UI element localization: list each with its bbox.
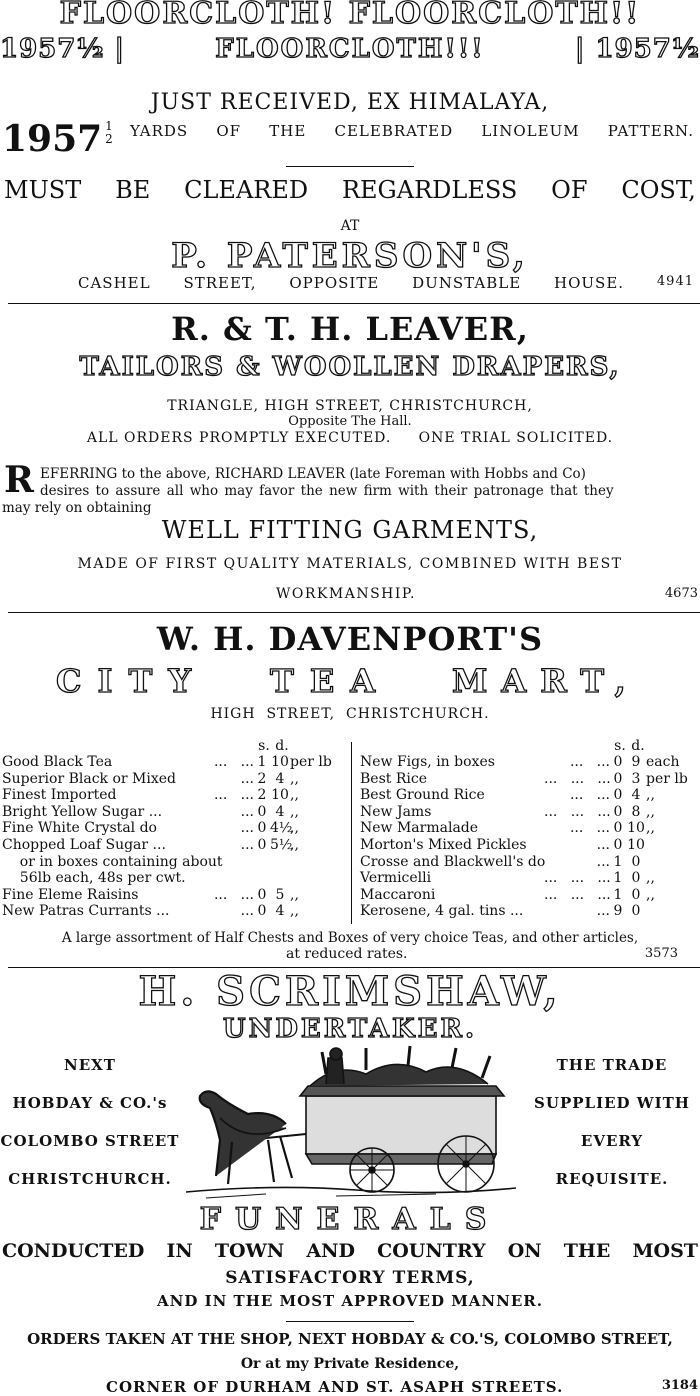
price-dots: ... bbox=[596, 836, 610, 853]
price-shillings: 9 bbox=[613, 903, 623, 920]
divider bbox=[286, 166, 414, 167]
price-list-right bbox=[360, 738, 700, 920]
price-unit: per lb bbox=[646, 770, 688, 787]
price-unit: ,, bbox=[646, 886, 655, 903]
price-row bbox=[360, 870, 700, 887]
body-line: may rely on obtaining bbox=[2, 500, 152, 516]
big-number: 1957 bbox=[2, 118, 103, 160]
price-pence: 4½ bbox=[270, 820, 293, 837]
price-pence: 4 bbox=[631, 787, 641, 804]
price-item: Crosse and Blackwell's do bbox=[360, 853, 546, 870]
leaver-opposite: Opposite The Hall. bbox=[288, 414, 412, 429]
cleared-word: BE bbox=[115, 176, 151, 204]
price-item: New Jams bbox=[360, 803, 432, 820]
price-dots: ... ... bbox=[569, 820, 610, 837]
price-unit: ,, bbox=[290, 787, 299, 804]
conducted-word: CONDUCTED bbox=[2, 1240, 145, 1262]
left-line: NEXT bbox=[64, 1056, 116, 1074]
price-shillings: 2 bbox=[257, 787, 267, 804]
price-item: Kerosene, 4 gal. tins ... bbox=[360, 903, 524, 920]
leaver-address: TRIANGLE, HIGH STREET, CHRISTCHURCH, bbox=[167, 398, 533, 414]
price-dots: ... ... bbox=[569, 754, 610, 770]
garments-heading: WELL FITTING GARMENTS, bbox=[161, 516, 539, 544]
divider bbox=[286, 1321, 414, 1322]
price-shillings: 1 bbox=[613, 853, 623, 870]
price-pence: 0 bbox=[631, 870, 641, 887]
terms-line: SATISFACTORY TERMS, bbox=[225, 1268, 475, 1288]
scrimshaw-left-block bbox=[0, 1056, 180, 1208]
left-line: COLOMBO STREET bbox=[0, 1132, 180, 1150]
price-shillings: 0 bbox=[257, 886, 267, 903]
price-item: Good Black Tea bbox=[2, 754, 113, 770]
trade-word: MART, bbox=[452, 662, 640, 700]
materials-line: MADE OF FIRST QUALITY MATERIALS, COMBINED WITH BEST bbox=[77, 556, 623, 572]
price-item: New Figs, in boxes bbox=[360, 754, 495, 770]
drop-cap: R bbox=[4, 459, 34, 501]
price-row bbox=[360, 837, 700, 854]
orders-line: ORDERS TAKEN AT THE SHOP, NEXT HOBDAY & CO.'S, COLOMBO STREET, bbox=[27, 1330, 673, 1348]
price-shillings bbox=[254, 854, 270, 871]
yards-word: OF bbox=[216, 122, 242, 140]
ad-ref: 3184 bbox=[661, 1378, 698, 1393]
funerals-heading: FUNERALS bbox=[199, 1202, 501, 1237]
price-unit: ,, bbox=[646, 803, 655, 820]
price-pence: 0 bbox=[631, 886, 641, 903]
price-dots: ... ... bbox=[213, 886, 254, 903]
price-unit bbox=[290, 854, 344, 871]
section-rule bbox=[8, 303, 700, 304]
residence-line: Or at my Private Residence, bbox=[240, 1356, 460, 1372]
price-unit: each bbox=[646, 754, 680, 770]
right-line: SUPPLIED WITH bbox=[534, 1094, 690, 1112]
cleared-word: COST, bbox=[621, 176, 696, 204]
price-row bbox=[2, 887, 348, 904]
price-item: Fine Eleme Raisins bbox=[2, 886, 139, 903]
conducted-word: AND bbox=[306, 1240, 355, 1262]
price-pence: 8 bbox=[631, 803, 641, 820]
price-row bbox=[2, 771, 348, 788]
price-pence: 4 bbox=[275, 770, 285, 787]
price-dots: ... bbox=[240, 803, 254, 820]
yards-word: PATTERN. bbox=[607, 122, 694, 140]
price-shillings: 0 bbox=[613, 787, 623, 804]
section-rule bbox=[8, 612, 700, 613]
paterson-name: P. PATERSON'S, bbox=[171, 236, 529, 276]
price-pence bbox=[270, 854, 290, 871]
header-pence: d. bbox=[275, 738, 289, 754]
price-row bbox=[360, 787, 700, 804]
price-unit bbox=[646, 903, 700, 920]
quantity-left: 1957½ | bbox=[0, 34, 125, 64]
corner-text: CORNER OF DURHAM AND ST. ASAPH STREETS. bbox=[106, 1378, 564, 1396]
quantity-right: | 1957½ bbox=[574, 34, 700, 64]
floorcloth-heading: FLOORCLOTH! FLOORCLOTH!! bbox=[59, 0, 641, 31]
price-shillings: 1 bbox=[257, 754, 267, 770]
price-row bbox=[2, 787, 348, 804]
trade-word: TEA bbox=[270, 662, 392, 700]
price-shillings: 0 bbox=[613, 836, 623, 853]
header-shillings: s. bbox=[258, 738, 270, 754]
price-dots: ... ... ... bbox=[544, 803, 611, 820]
left-line: CHRISTCHURCH. bbox=[8, 1170, 172, 1188]
price-shillings: 0 bbox=[613, 754, 623, 770]
price-item: Superior Black or Mixed bbox=[2, 770, 177, 787]
reduced-rates: at reduced rates. bbox=[286, 946, 408, 962]
address-word: CASHEL bbox=[78, 274, 151, 292]
price-dots: ... bbox=[596, 853, 610, 870]
big-fraction: 1 2 bbox=[105, 119, 113, 146]
yards-word: YARDS bbox=[130, 122, 189, 140]
price-header bbox=[360, 738, 700, 754]
price-unit: ,, bbox=[290, 836, 299, 853]
price-pence: 4 bbox=[275, 803, 285, 820]
address-word: OPPOSITE bbox=[289, 274, 380, 292]
conducted-word: TOWN bbox=[214, 1240, 285, 1262]
yards-word: THE bbox=[269, 122, 307, 140]
price-row bbox=[360, 820, 700, 837]
price-shillings: 1 bbox=[613, 886, 623, 903]
yards-word: CELEBRATED bbox=[334, 122, 454, 140]
price-item: Best Ground Rice bbox=[360, 787, 485, 804]
price-row bbox=[2, 903, 348, 920]
price-unit bbox=[646, 837, 700, 854]
conducted-word: MOST bbox=[632, 1240, 698, 1262]
price-unit: ,, bbox=[290, 903, 299, 920]
left-line: HOBDAY & CO.'s bbox=[12, 1094, 168, 1112]
cleared-word: CLEARED bbox=[184, 176, 309, 204]
floorcloth-subheading bbox=[0, 34, 700, 64]
yards-words bbox=[130, 122, 694, 140]
price-shillings: 0 bbox=[257, 803, 267, 820]
price-pence: 5½ bbox=[270, 836, 293, 853]
price-dots: ... ... bbox=[569, 787, 610, 804]
received-line: JUST RECEIVED, EX HIMALAYA, bbox=[150, 90, 550, 115]
price-unit: per lb bbox=[290, 754, 332, 770]
leaver-name: R. & T. H. LEAVER, bbox=[171, 310, 529, 348]
price-unit: ,, bbox=[290, 886, 299, 903]
price-row bbox=[2, 870, 348, 887]
price-unit bbox=[290, 870, 344, 887]
workmanship-text: WORKMANSHIP. bbox=[276, 586, 416, 602]
yards-word: LINOLEUM bbox=[481, 122, 580, 140]
price-dots bbox=[174, 870, 254, 887]
manner-line: AND IN THE MOST APPROVED MANNER. bbox=[157, 1292, 543, 1310]
column-divider bbox=[351, 742, 352, 924]
price-pence: 5 bbox=[275, 886, 285, 903]
price-item: New Marmalade bbox=[360, 820, 479, 837]
scrimshaw-name: H. SCRIMSHAW, bbox=[138, 968, 562, 1015]
ad-ref: 4673 bbox=[664, 586, 698, 601]
price-header bbox=[2, 738, 348, 754]
at-line: AT bbox=[340, 218, 360, 234]
cleared-line bbox=[0, 176, 700, 204]
price-pence: 4 bbox=[275, 903, 285, 920]
hearse-illustration bbox=[176, 1044, 526, 1200]
conducted-word: THE bbox=[563, 1240, 611, 1262]
address-word: DUNSTABLE bbox=[412, 274, 522, 292]
header-shillings: s. bbox=[614, 738, 626, 754]
ad-ref: 4941 bbox=[656, 274, 694, 289]
price-item: 56lb each, 48s per cwt. bbox=[2, 870, 186, 887]
price-shillings: 2 bbox=[257, 770, 267, 787]
trade-word: CITY bbox=[56, 662, 208, 700]
conducted-line bbox=[0, 1240, 700, 1262]
price-shillings bbox=[254, 870, 270, 887]
price-item: Chopped Loaf Sugar ... bbox=[2, 836, 166, 853]
leaver-orders: ALL ORDERS PROMPTLY EXECUTED. ONE TRIAL SOLICITED. bbox=[86, 430, 614, 446]
cleared-word: OF bbox=[551, 176, 588, 204]
floorcloth-mid: FLOORCLOTH!!! bbox=[215, 34, 485, 64]
conducted-word: IN bbox=[166, 1240, 193, 1262]
scrimshaw-right-block bbox=[524, 1056, 700, 1208]
price-item: Best Rice bbox=[360, 770, 427, 787]
header-pence: d. bbox=[631, 738, 645, 754]
price-row bbox=[360, 854, 700, 871]
price-item: New Patras Currants ... bbox=[2, 903, 170, 920]
cleared-word: REGARDLESS bbox=[341, 176, 518, 204]
price-dots: ... ... bbox=[213, 754, 254, 770]
body-line: desires to assure all who may favor the new firm with their patronage that they bbox=[40, 483, 614, 499]
price-shillings: 0 bbox=[613, 770, 623, 787]
price-row bbox=[2, 754, 348, 771]
address-word: STREET, bbox=[183, 274, 257, 292]
price-pence: 9 bbox=[631, 754, 641, 770]
price-pence: 0 bbox=[631, 853, 641, 870]
price-dots: ... bbox=[240, 770, 254, 787]
price-item: Vermicelli bbox=[360, 870, 432, 887]
price-pence: 0 bbox=[631, 903, 641, 920]
davenport-name: W. H. DAVENPORT'S bbox=[156, 620, 544, 658]
price-list-left bbox=[2, 738, 348, 920]
price-shillings: 0 bbox=[257, 836, 267, 853]
price-dots: ... bbox=[240, 820, 254, 837]
price-shillings: 0 bbox=[257, 903, 267, 920]
price-shillings: 1 bbox=[613, 870, 623, 887]
price-row bbox=[2, 854, 348, 871]
right-line: THE TRADE bbox=[556, 1056, 668, 1074]
price-unit bbox=[646, 854, 700, 871]
price-dots: ... bbox=[596, 903, 610, 920]
yards-line bbox=[0, 116, 700, 160]
conducted-word: COUNTRY bbox=[377, 1240, 486, 1262]
right-line: EVERY bbox=[580, 1132, 644, 1150]
price-pence: 10 bbox=[627, 820, 645, 837]
address-word: HOUSE. bbox=[554, 274, 625, 292]
price-dots: ... bbox=[240, 903, 254, 920]
price-item: or in boxes containing about bbox=[2, 853, 223, 870]
davenport-address: HIGH STREET, CHRISTCHURCH. bbox=[210, 706, 490, 722]
price-unit: ,, bbox=[290, 770, 299, 787]
price-pence bbox=[270, 870, 290, 887]
price-unit: ,, bbox=[646, 820, 655, 837]
price-dots: ... ... ... bbox=[544, 886, 611, 903]
price-row bbox=[360, 804, 700, 821]
ad-ref: 3573 bbox=[644, 946, 678, 961]
price-row bbox=[2, 820, 348, 837]
price-row bbox=[2, 837, 348, 854]
price-dots bbox=[174, 854, 254, 871]
paterson-address bbox=[0, 274, 700, 292]
body-line: EFERRING to the above, RICHARD LEAVER (late Foreman with Hobbs and Co) bbox=[40, 466, 586, 482]
price-dots: ... ... bbox=[213, 787, 254, 804]
price-unit: ,, bbox=[290, 803, 299, 820]
davenport-footer: A large assortment of Half Chests and Boxes of very choice Teas, and other articles, bbox=[61, 930, 639, 946]
price-dots: ... ... ... bbox=[544, 870, 611, 887]
price-shillings: 0 bbox=[613, 820, 623, 837]
price-row bbox=[360, 754, 700, 771]
tea-mart-heading bbox=[0, 662, 700, 702]
price-pence: 10 bbox=[627, 836, 645, 853]
conducted-word: ON bbox=[507, 1240, 542, 1262]
price-shillings: 0 bbox=[613, 803, 623, 820]
price-unit: ,, bbox=[646, 870, 655, 887]
price-shillings: 0 bbox=[257, 820, 267, 837]
price-dots: ... bbox=[240, 836, 254, 853]
leaver-trade: TAILORS & WOOLLEN DRAPERS, bbox=[79, 352, 621, 382]
cleared-word: MUST bbox=[4, 176, 82, 204]
right-line: REQUISITE. bbox=[555, 1170, 669, 1188]
price-item: Fine White Crystal do bbox=[2, 820, 157, 837]
price-row bbox=[360, 887, 700, 904]
price-row bbox=[2, 804, 348, 821]
price-item: Bright Yellow Sugar ... bbox=[2, 803, 163, 820]
price-row bbox=[360, 903, 700, 920]
price-item: Morton's Mixed Pickles bbox=[360, 836, 527, 853]
price-unit: ,, bbox=[646, 787, 655, 804]
price-pence: 10 bbox=[271, 787, 289, 804]
price-item: Finest Imported bbox=[2, 787, 117, 804]
price-unit: ,, bbox=[290, 820, 299, 837]
price-pence: 10 bbox=[271, 754, 289, 770]
scrimshaw-trade: UNDERTAKER. bbox=[222, 1014, 478, 1044]
price-pence: 3 bbox=[631, 770, 641, 787]
price-item: Maccaroni bbox=[360, 886, 436, 903]
price-dots: ... ... ... bbox=[544, 770, 611, 787]
price-row bbox=[360, 771, 700, 788]
